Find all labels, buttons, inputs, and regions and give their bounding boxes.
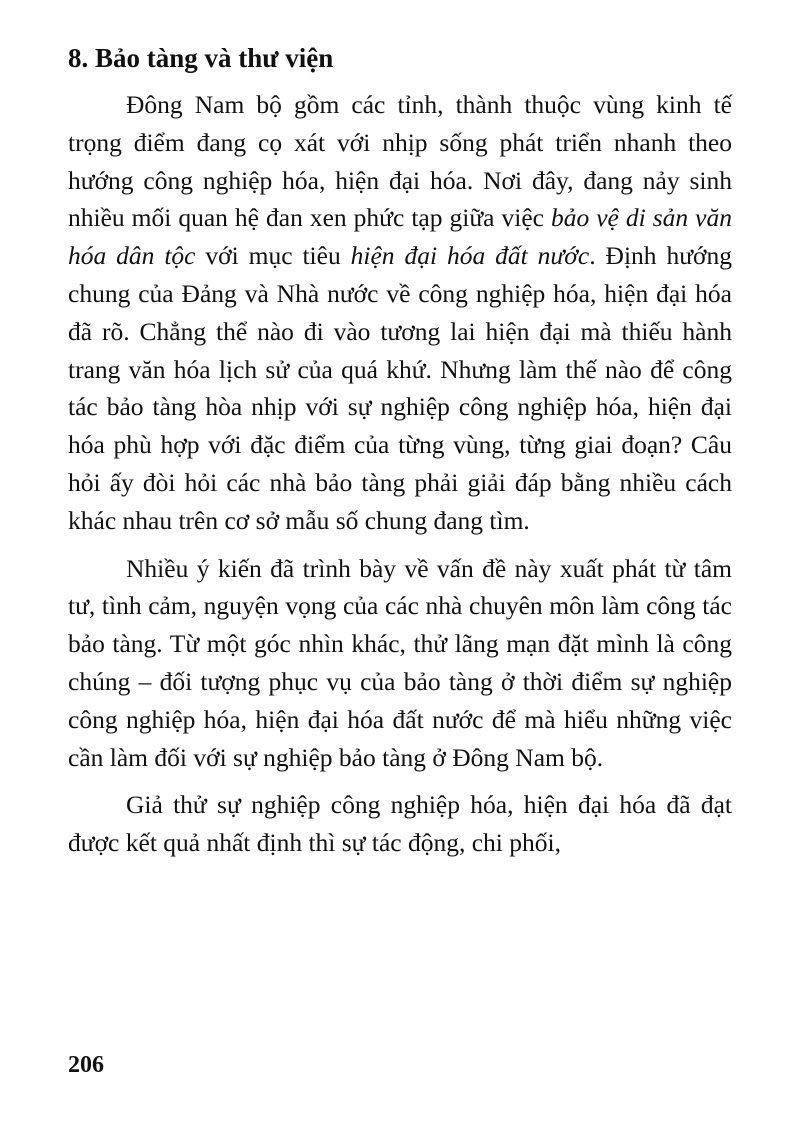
section-heading: 8. Bảo tàng và thư viện (68, 43, 334, 73)
paragraph-1-italic-heritage: bảo vệ di sản văn hóa dân tộc (68, 203, 732, 271)
paragraph-3: Giả thử sự nghiệp công nghiệp hóa, hiện đại hóa đã đạt được kết quả nhất định thì sự tác động, chi phối, (68, 790, 732, 858)
paragraph-1 (68, 86, 732, 540)
page-number: 206 (68, 1052, 104, 1078)
paragraph-1-text-end: . Định hướng chung của Đảng và Nhà nước về công nghiệp hóa, hiện đại hóa đã rõ. Chẳng thể nào đi vào tương lai hiện đại mà thiếu hành trang văn hóa lịch sử của quá khứ. Nhưng làm thế nào để công tác bảo tàng hòa nhịp với sự nghiệp công nghiệp hóa, hiện đại hóa phù hợp với đặc điểm của từng vùng, từng giai đoạn? Câu hỏi ấy đòi hỏi các nhà bảo tàng phải giải đáp bằng nhiều cách khác nhau trên cơ sở mẫu số chung đang tìm. (68, 241, 733, 535)
paragraph-1-italic-modernization: hiện đại hóa đất nước (350, 241, 590, 271)
paragraph-1-text-middle: với mục tiêu (195, 241, 351, 271)
paragraph-2: Nhiều ý kiến đã trình bày về vấn đề này xuất phát từ tâm tư, tình cảm, nguyện vọng của các nhà chuyên môn làm công tác bảo tàng. Từ một góc nhìn khác, thử lãng mạn đặt mình là công chúng – đối tượng phục vụ của bảo tàng ở thời điểm sự nghiệp công nghiệp hóa, hiện đại hóa đất nước để mà hiểu những việc cần làm đối với sự nghiệp bảo tàng ở Đông Nam bộ. (68, 553, 732, 772)
paragraph-1-text-start: Đông Nam bộ gồm các tỉnh, thành thuộc vùng kinh tế trọng điểm đang cọ xát với nhịp sống phát triển nhanh theo hướng công nghiệp hóa, hiện đại hóa. Nơi đây, đang nảy sinh nhiều mối quan hệ đan xen phức tạp giữa việc (68, 90, 732, 233)
book-page (68, 38, 732, 872)
